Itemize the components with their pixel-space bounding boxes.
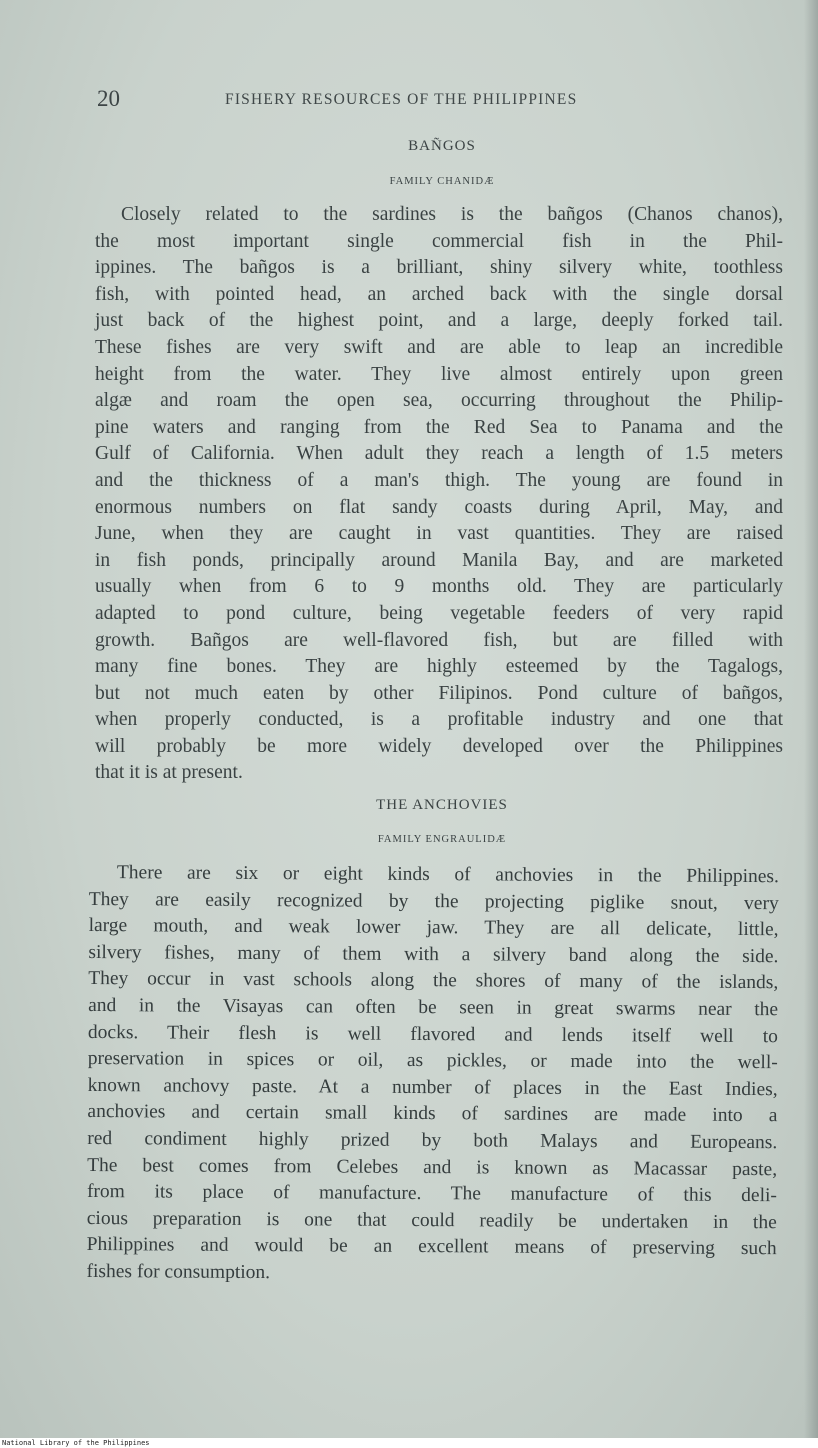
text-line: from its place of manufacture. The manufacture of this deli- (86, 1181, 778, 1207)
page-number: 20 (97, 86, 120, 111)
text-line: in fish ponds, principally around Manila Bay, and are marketed (95, 549, 783, 571)
text-line: when properly conducted, is a profitable industry and one that (95, 709, 783, 731)
text-line: many fine bones. They are highly esteemed by the Tagalogs, (95, 656, 783, 678)
text-line: just back of the highest point, and a large, deeply forked tail. (95, 310, 783, 332)
text-line: ippines. The bañgos is a brilliant, shiny silvery white, toothless (95, 257, 783, 279)
text-line: will probably be more widely developed over the Philippines (95, 735, 783, 757)
text-line: Closely related to the sardines is the bañgos (Chanos chanos), (121, 204, 783, 225)
text-line: algæ and roam the open sea, occurring throughout the Philip- (95, 390, 783, 412)
page-edge-shadow (804, 0, 818, 1448)
text-line: anchovies and certain small kinds of sardines are made into a (87, 1101, 778, 1127)
text-line: silvery fishes, many of them with a silvery band along the side. (88, 941, 779, 967)
section-title-anchovies: THE ANCHOVIES (376, 797, 508, 813)
text-line: known anchovy paste. At a number of places in the East Indies, (87, 1074, 778, 1100)
text-line: preservation in spices or oil, as pickles, or made into the well- (87, 1048, 778, 1074)
text-line: red condiment highly prized by both Malays and Europeans. (87, 1127, 778, 1154)
text-line: Gulf of California. When adult they reach a length of 1.5 meters (95, 443, 783, 465)
text-line: that it is at present. (95, 762, 243, 784)
paragraph-bangos (95, 202, 783, 787)
text-line: enormous numbers on flat sandy coasts during April, May, and (95, 496, 783, 518)
page-header (97, 86, 787, 116)
text-line: fishes for consumption. (86, 1260, 271, 1284)
text-line: June, when they are caught in vast quantities. They are raised (95, 523, 783, 545)
text-line: and in the Visayas can often be seen in great swarms near the (88, 994, 779, 1021)
text-line: The best comes from Celebes and is known as Macassar paste, (87, 1154, 778, 1180)
section-title-bangos: BAÑGOS (408, 138, 476, 154)
text-line: growth. Bañgos are well-flavored fish, but are filled with (95, 629, 783, 651)
text-line: These fishes are very swift and are able to leap an incredible (95, 336, 783, 358)
text-line: height from the water. They live almost entirely upon green (95, 363, 783, 385)
text-line: but not much eaten by other Filipinos. Pond culture of bañgos, (95, 682, 783, 704)
text-line: usually when from 6 to 9 months old. They are particularly (95, 576, 783, 598)
text-line: cious preparation is one that could readily be undertaken in the (86, 1207, 777, 1233)
text-line: pine waters and ranging from the Red Sea to Panama and the (95, 416, 783, 438)
footer-strip (0, 1438, 818, 1448)
family-name-engraulidae: FAMILY ENGRAULIDÆ (377, 834, 507, 845)
text-line: fish, with pointed head, an arched back with the single dorsal (95, 283, 783, 305)
text-line: docks. Their flesh is well flavored and lends itself well to (87, 1021, 779, 1047)
library-credit: National Library of the Philippines (2, 1439, 150, 1447)
text-line: Philippines and would be an excellent means of preserving such (86, 1234, 777, 1260)
text-line: large mouth, and weak lower jaw. They are all delicate, little, (88, 915, 779, 941)
text-line: the most important single commercial fish in the Phil- (95, 230, 783, 252)
text-line: adapted to pond culture, being vegetable feeders of very rapid (95, 602, 783, 624)
text-line: They are easily recognized by the projecting piglike snout, very (88, 888, 779, 914)
paragraph-anchovies (86, 860, 779, 1290)
text-line: There are six or eight kinds of anchovies in the Philippines. (116, 862, 779, 888)
text-line: and the thickness of a man's thigh. The young are found in (95, 469, 783, 491)
running-head: FISHERY RESOURCES OF THE PHILIPPINES (225, 91, 578, 108)
family-name-chanidae: FAMILY CHANIDÆ (389, 176, 495, 187)
text-line: They occur in vast schools along the shores of many of the islands, (88, 968, 779, 994)
